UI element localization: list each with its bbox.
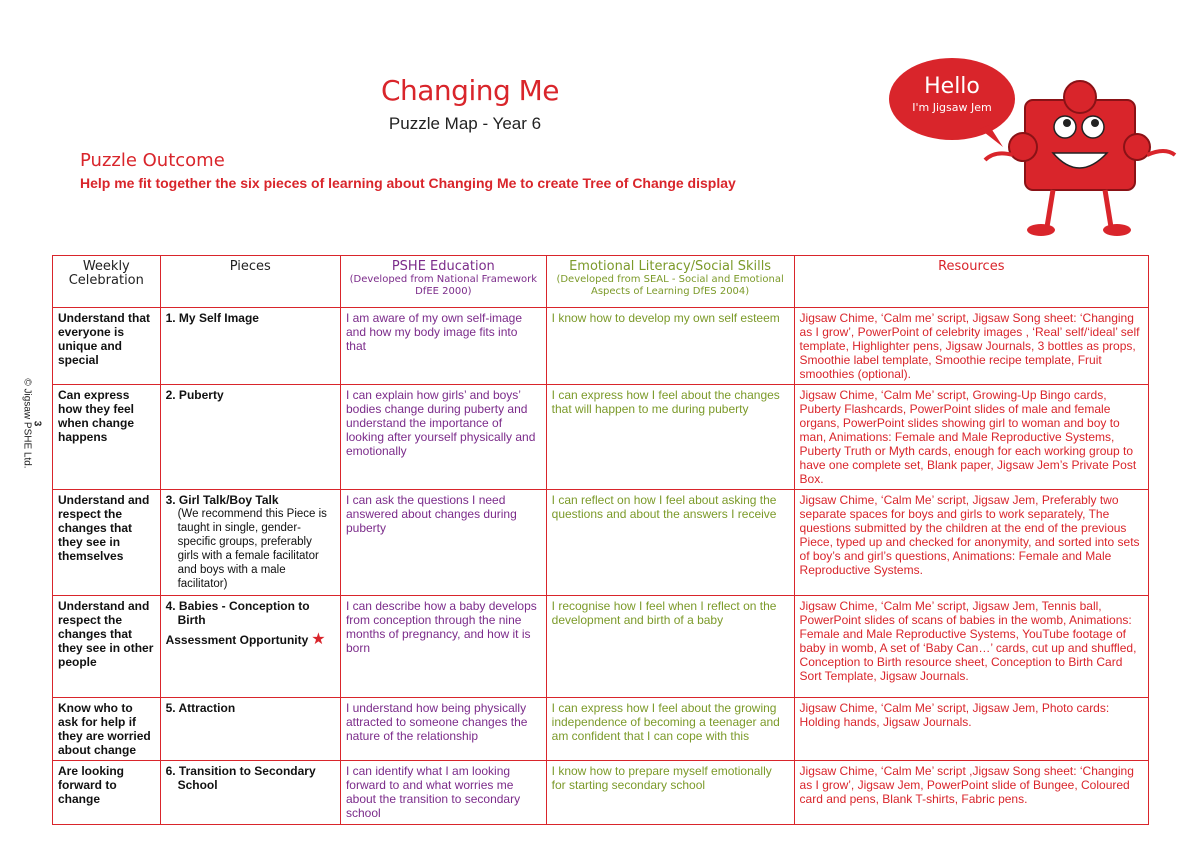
cell-week: Are looking forward to change bbox=[53, 761, 161, 825]
cell-piece bbox=[160, 698, 340, 761]
header-pshe-sub: (Developed from National Framework DfEE 2000) bbox=[349, 274, 538, 297]
table-row bbox=[53, 698, 1149, 761]
header-pieces: Pieces bbox=[160, 256, 340, 308]
cell-pshe: I understand how being physically attracted to someone changes the nature of the relationship bbox=[340, 698, 546, 761]
copyright-text: © Jigsaw PSHE Ltd. bbox=[21, 378, 33, 469]
page-title: Changing Me bbox=[380, 74, 560, 107]
puzzle-map-table bbox=[52, 255, 1149, 825]
header-pshe-title: PSHE Education bbox=[391, 259, 495, 274]
cell-pshe: I can identify what I am looking forward to and what worries me about the transition to secondary school bbox=[340, 761, 546, 825]
page-number: 3 bbox=[31, 420, 43, 427]
page-subtitle: Puzzle Map - Year 6 bbox=[388, 114, 542, 133]
table-header-row bbox=[53, 256, 1149, 308]
header-emo-title: Emotional Literacy/Social Skills bbox=[569, 259, 772, 274]
table-row bbox=[53, 761, 1149, 825]
cell-piece bbox=[160, 596, 340, 698]
piece-name: 6. Transition to Secondary School bbox=[165, 764, 316, 792]
piece-name: 3. Girl Talk/Boy Talk bbox=[165, 493, 279, 507]
cell-emo: I recognise how I feel when I reflect on the development and birth of a baby bbox=[546, 596, 794, 698]
piece-name: 1. My Self Image bbox=[165, 311, 259, 325]
mascot-greeting: Hello bbox=[924, 74, 980, 99]
piece-name: 2. Puberty bbox=[165, 388, 224, 402]
cell-week: Understand that everyone is unique and special bbox=[53, 308, 161, 385]
piece-name: 5. Attraction bbox=[165, 701, 236, 715]
cell-week: Understand and respect the changes that they see in themselves bbox=[53, 490, 161, 596]
cell-piece bbox=[160, 490, 340, 596]
header-pshe bbox=[340, 256, 546, 308]
cell-emo: I can express how I feel about the growing independence of becoming a teenager and am confident that I can cope with this bbox=[546, 698, 794, 761]
cell-resources: Jigsaw Chime, ‘Calm me’ script, Jigsaw Song sheet: ‘Changing as I grow’, PowerPoint of celebrity images , ‘Real’ self/‘ideal’ self template, Highlighter pens, Jigsaw Journals, 3 bottles as props, Smoothie label template, Smoothie recipe template, Fruit smoothies (optional). bbox=[794, 308, 1148, 385]
cell-emo: I know how to prepare myself emotionally for starting secondary school bbox=[546, 761, 794, 825]
header-emo bbox=[546, 256, 794, 308]
table-row bbox=[53, 490, 1149, 596]
star-icon: ★ bbox=[311, 631, 326, 648]
header-emo-sub: (Developed from SEAL - Social and Emotional Aspects of Learning DfES 2004) bbox=[556, 274, 784, 297]
cell-week: Know who to ask for help if they are worried about change bbox=[53, 698, 161, 761]
header-resources: Resources bbox=[794, 256, 1148, 308]
table-row bbox=[53, 385, 1149, 490]
cell-resources: Jigsaw Chime, ‘Calm Me’ script, Jigsaw Jem, Photo cards: Holding hands, Jigsaw Journals. bbox=[794, 698, 1148, 761]
cell-piece bbox=[160, 385, 340, 490]
assessment-label bbox=[166, 633, 335, 647]
piece-note: (We recommend this Piece is taught in single, gender-specific groups, preferably girls with a female facilitator and boys with a male facilitator) bbox=[177, 508, 327, 590]
cell-piece bbox=[160, 761, 340, 825]
cell-emo: I can express how I feel about the changes that will happen to me during puberty bbox=[546, 385, 794, 490]
cell-emo: I can reflect on how I feel about asking the questions and about the answers I receive bbox=[546, 490, 794, 596]
cell-pshe: I can explain how girls’ and boys’ bodies change during puberty and understand the importance of looking after yourself physically and emotionally bbox=[340, 385, 546, 490]
outcome-heading: Puzzle Outcome bbox=[80, 150, 225, 171]
cell-pshe: I can describe how a baby develops from conception through the nine months of pregnancy, and how it is born bbox=[340, 596, 546, 698]
cell-resources: Jigsaw Chime, ‘Calm Me’ script ,Jigsaw Song sheet: ‘Changing as I grow’, Jigsaw Jem, PowerPoint slide of Bungee, Coloured card and pens, Blank T-shirts, Fabric pens. bbox=[794, 761, 1148, 825]
table-row bbox=[53, 308, 1149, 385]
mascot-name: I'm Jigsaw Jem bbox=[912, 101, 992, 114]
cell-piece bbox=[160, 308, 340, 385]
table-row bbox=[53, 596, 1149, 698]
cell-resources: Jigsaw Chime, ‘Calm Me’ script, Jigsaw Jem, Preferably two separate spaces for boys and girls to work separately, The questions submitted by the children at the end of the previous Piece, typed up and checked for anonymity, and sorted into sets of boy’s and girl’s questions, Animations: Female and Male Reproductive Systems. bbox=[794, 490, 1148, 596]
cell-resources: Jigsaw Chime, ‘Calm Me’ script, Jigsaw Jem, Tennis ball, PowerPoint slides of scans of babies in the womb, Animations: Female and Male Reproductive Systems, YouTube footage of baby in womb, A set of ‘Baby Can…’ cards, cut up and shuffled, Conception to Birth resource sheet, Conception to Birth Card Sort Template, Jigsaw Journals. bbox=[794, 596, 1148, 698]
piece-name: 4. Babies - Conception to Birth bbox=[165, 599, 310, 627]
assessment-text: Assessment Opportunity bbox=[165, 633, 309, 647]
cell-pshe: I can ask the questions I need answered about changes during puberty bbox=[340, 490, 546, 596]
outcome-text: Help me fit together the six pieces of learning about Changing Me to create Tree of Change display bbox=[80, 175, 736, 191]
header-weekly: Weekly Celebration bbox=[53, 256, 161, 308]
cell-week: Understand and respect the changes that they see in other people bbox=[53, 596, 161, 698]
cell-resources: Jigsaw Chime, ‘Calm Me’ script, Growing-Up Bingo cards, Puberty Flashcards, PowerPoint slides of male and female organs, PowerPoint slides showing girl to woman and boy to man, Animations: Female and Male Reproductive Systems, Puberty Truth or Myth cards, enough for each working group to have one complete set, Blank paper, Jigsaw Jem’s Private Post Box. bbox=[794, 385, 1148, 490]
speech-bubble bbox=[889, 58, 1015, 140]
jigsaw-jem-mascot bbox=[885, 55, 1185, 240]
cell-week: Can express how they feel when change happens bbox=[53, 385, 161, 490]
cell-pshe: I am aware of my own self-image and how my body image fits into that bbox=[340, 308, 546, 385]
cell-emo: I know how to develop my own self esteem bbox=[546, 308, 794, 385]
